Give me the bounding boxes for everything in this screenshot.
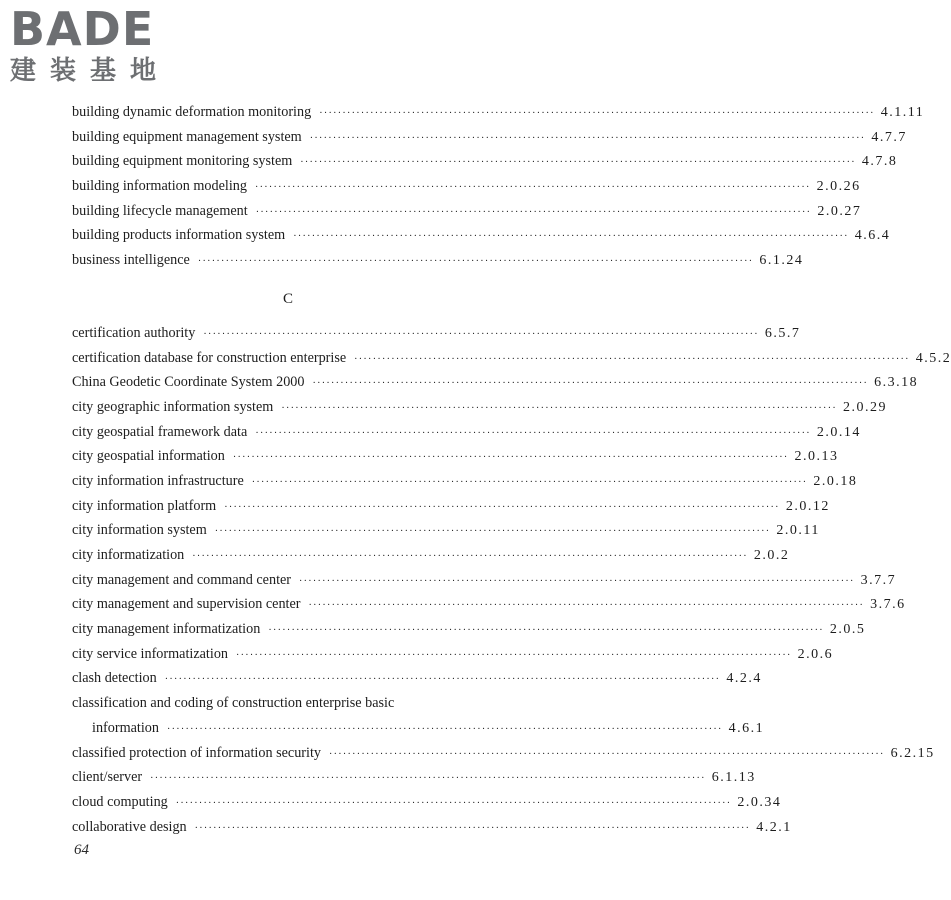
index-entry [72,420,861,445]
index-term: city geospatial framework data [72,423,248,440]
index-term: building information modeling [72,178,247,195]
index-term: city information infrastructure [72,472,244,489]
leader-dots: ························································································································ [354,353,910,365]
index-entry [72,125,907,150]
leader-dots: ························································································································ [224,501,780,513]
leader-dots: ························································································································ [175,797,732,809]
leader-dots: ························································································································ [251,476,808,488]
index-term: building equipment monitoring system [72,153,293,170]
index-entry [72,666,762,691]
logo [10,2,171,86]
index-term: city information platform [72,497,217,514]
index-term: building lifecycle management [72,202,248,219]
index-term: city informatization [72,547,185,563]
index-ref: 2.0.26 [816,179,861,195]
index-entry [72,568,897,593]
index-entry [72,174,861,199]
leader-dots: ························································································································ [255,427,811,439]
index-ref: 4.6.4 [854,228,891,244]
index-entry [72,494,830,519]
index-term: city geospatial information [72,448,225,465]
leader-dots: ························································································································ [268,625,824,637]
index-list [72,100,951,839]
index-entry [72,100,925,125]
index-entry [72,395,887,420]
leader-dots: ························································································································ [254,182,811,194]
index-term: certification authority [72,324,196,341]
leader-dots: ························································································································ [166,723,723,735]
leader-dots: ························································································································ [309,132,866,144]
index-ref: 2.0.34 [737,794,782,810]
index-ref: 4.2.1 [756,819,792,835]
index-ref: 4.7.7 [871,129,907,145]
index-term: collaborative design [72,818,187,835]
page-number: 64 [74,842,89,858]
index-term: building equipment management system [72,128,302,145]
index-term: certification database for construction enterprise [72,349,347,366]
index-ref: 2.0.27 [817,203,862,219]
index-entry [72,543,790,568]
leader-dots: ························································································································ [197,256,754,268]
index-term: information [92,719,159,736]
index-entry [72,223,891,248]
index-ref: 2.0.12 [785,498,830,514]
index-term: client/server [72,769,143,786]
index-term: cloud computing [72,793,168,810]
index-term: city management and supervision center [72,596,301,613]
logo-chinese-text: 建装基地 [10,56,171,86]
index-ref: 6.3.18 [874,375,919,391]
index-ref: 2.0.6 [797,646,834,662]
index-ref: 2.0.14 [816,424,861,440]
index-entry [72,617,866,642]
index-term: business intelligence [72,252,190,269]
index-term: China Geodetic Coordinate System 2000 [72,374,305,391]
leader-dots: ························································································································ [319,108,875,119]
index-ref: 2.0.29 [842,399,887,415]
section-c-tail-entries [72,741,935,840]
index-entry [72,469,858,494]
leader-dots: ························································································································ [194,822,751,834]
index-term: city geographic information system [72,398,274,415]
index-ref: 6.1.24 [759,253,804,269]
index-entry [72,444,839,469]
leader-dots: ························································································································ [299,575,855,587]
index-term: building dynamic deformation monitoring [72,104,312,120]
index-ref: 6.1.13 [711,770,756,786]
leader-dots: ························································································································ [192,551,748,562]
leader-dots: ························································································································ [203,328,759,340]
leader-dots: ························································································································ [164,674,721,686]
index-ref: 2.0.18 [813,473,858,489]
index-ref: 2.0.13 [794,449,839,465]
index-entry [72,790,782,815]
index-ref: 4.6.1 [728,720,765,736]
section-b-entries [72,100,925,273]
index-entry [72,642,834,667]
leader-dots: ························································································································ [300,157,856,169]
index-term: clash detection [72,670,157,687]
index-entry [72,248,804,273]
index-entry [72,741,935,766]
leader-dots: ························································································································ [255,206,812,218]
index-ref: 4.5.2 [915,350,951,366]
index-ref: 6.5.7 [764,325,801,341]
index-entry [72,370,919,395]
index-entry [72,592,906,617]
index-entry-continuation [72,716,765,741]
index-term: city service informatization [72,645,229,662]
index-term: city information system [72,522,207,539]
index-entry [72,518,820,543]
index-entry [72,321,801,346]
index-entry [72,765,756,790]
leader-dots: ························································································································ [150,773,706,785]
index-ref: 6.2.15 [890,745,935,761]
index-ref: 4.2.4 [726,671,762,687]
index-ref: 3.7.7 [860,572,897,588]
leader-dots: ························································································································ [312,378,869,390]
index-ref: 2.0.11 [776,523,820,539]
index-term: city management informatization [72,621,261,638]
index-entry [72,199,862,224]
index-term: building products information system [72,227,286,244]
leader-dots: ························································································································ [281,402,837,414]
leader-dots: ························································································································ [232,452,789,464]
section-letter-c: C [282,290,293,307]
section-c-entries [72,321,951,691]
index-entry [72,346,951,371]
index-entry [72,149,898,174]
index-ref: 4.7.8 [861,154,898,170]
leader-dots: ························································································································ [308,600,865,612]
leader-dots: ························································································································ [214,526,771,538]
index-ref: 4.1.11 [880,105,925,120]
leader-dots: ························································································································ [236,649,792,661]
index-entry-first-line: classification and coding of construction enterprise basic [72,695,395,712]
index-entry [72,815,792,840]
index-ref: 2.0.2 [753,548,790,563]
index-term: classified protection of information security [72,744,321,761]
index-ref: 2.0.5 [829,622,866,638]
index-term: city management and command center [72,571,292,588]
logo-wordmark: BADE [10,2,155,56]
index-ref: 3.7.6 [870,597,906,613]
leader-dots: ························································································································ [293,231,849,243]
leader-dots: ························································································································ [329,748,885,760]
